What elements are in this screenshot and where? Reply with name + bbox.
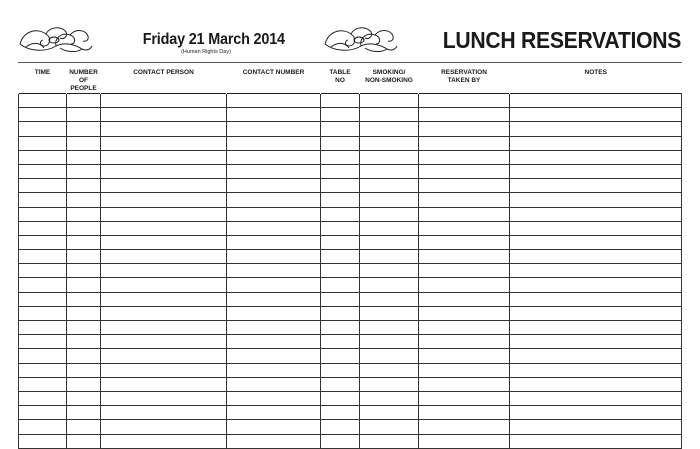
- cell-time: [19, 164, 67, 178]
- cell-number-of-people: [67, 321, 101, 335]
- cell-contact-person: [101, 363, 227, 377]
- cell-smoking: [360, 122, 419, 136]
- cell-time: [19, 235, 67, 249]
- cell-time: [19, 150, 67, 164]
- cell-time: [19, 193, 67, 207]
- cell-table-no: [321, 108, 360, 122]
- cell-smoking: [360, 420, 419, 434]
- cell-taken-by: [419, 221, 510, 235]
- cell-notes: [510, 306, 682, 320]
- cell-time: [19, 363, 67, 377]
- cell-table-no: [321, 122, 360, 136]
- cell-smoking: [360, 406, 419, 420]
- cell-contact-number: [227, 278, 321, 292]
- cell-number-of-people: [67, 420, 101, 434]
- cell-notes: [510, 221, 682, 235]
- table-row: [19, 94, 682, 108]
- cell-contact-number: [227, 193, 321, 207]
- cell-table-no: [321, 335, 360, 349]
- table-row: [19, 377, 682, 391]
- cell-smoking: [360, 363, 419, 377]
- column-header-table-no: TABLE NO: [329, 69, 351, 84]
- cell-table-no: [321, 221, 360, 235]
- cell-contact-number: [227, 221, 321, 235]
- cell-contact-person: [101, 306, 227, 320]
- cell-taken-by: [419, 207, 510, 221]
- table-row: [19, 349, 682, 363]
- cell-contact-number: [227, 292, 321, 306]
- floral-flourish-icon: [321, 22, 399, 56]
- cell-notes: [510, 193, 682, 207]
- cell-notes: [510, 434, 682, 448]
- cell-number-of-people: [67, 434, 101, 448]
- cell-notes: [510, 335, 682, 349]
- cell-table-no: [321, 164, 360, 178]
- cell-number-of-people: [67, 377, 101, 391]
- cell-contact-person: [101, 264, 227, 278]
- cell-taken-by: [419, 292, 510, 306]
- cell-number-of-people: [67, 94, 101, 108]
- cell-contact-number: [227, 321, 321, 335]
- cell-contact-number: [227, 207, 321, 221]
- cell-smoking: [360, 377, 419, 391]
- cell-contact-person: [101, 434, 227, 448]
- cell-notes: [510, 235, 682, 249]
- cell-number-of-people: [67, 363, 101, 377]
- table-header-row: [19, 67, 682, 94]
- cell-notes: [510, 406, 682, 420]
- cell-time: [19, 94, 67, 108]
- cell-taken-by: [419, 250, 510, 264]
- cell-number-of-people: [67, 179, 101, 193]
- cell-number-of-people: [67, 150, 101, 164]
- cell-number-of-people: [67, 108, 101, 122]
- cell-smoking: [360, 179, 419, 193]
- reservation-rows: [19, 94, 682, 449]
- cell-time: [19, 406, 67, 420]
- cell-number-of-people: [67, 221, 101, 235]
- table-row: [19, 193, 682, 207]
- table-row: [19, 250, 682, 264]
- cell-number-of-people: [67, 306, 101, 320]
- reservations-table: [18, 67, 682, 449]
- cell-table-no: [321, 292, 360, 306]
- cell-table-no: [321, 391, 360, 405]
- cell-table-no: [321, 420, 360, 434]
- cell-smoking: [360, 250, 419, 264]
- cell-table-no: [321, 235, 360, 249]
- cell-contact-person: [101, 335, 227, 349]
- cell-time: [19, 250, 67, 264]
- cell-smoking: [360, 391, 419, 405]
- cell-table-no: [321, 94, 360, 108]
- cell-time: [19, 179, 67, 193]
- cell-number-of-people: [67, 164, 101, 178]
- cell-number-of-people: [67, 292, 101, 306]
- table-row: [19, 420, 682, 434]
- cell-notes: [510, 207, 682, 221]
- cell-number-of-people: [67, 391, 101, 405]
- cell-contact-person: [101, 150, 227, 164]
- cell-contact-number: [227, 136, 321, 150]
- cell-contact-person: [101, 292, 227, 306]
- cell-contact-number: [227, 164, 321, 178]
- cell-contact-number: [227, 264, 321, 278]
- cell-taken-by: [419, 377, 510, 391]
- cell-table-no: [321, 434, 360, 448]
- cell-contact-number: [227, 179, 321, 193]
- cell-number-of-people: [67, 264, 101, 278]
- cell-table-no: [321, 150, 360, 164]
- cell-time: [19, 306, 67, 320]
- cell-taken-by: [419, 306, 510, 320]
- column-header-number-of-people: NUMBER OF PEOPLE: [69, 69, 98, 92]
- cell-number-of-people: [67, 193, 101, 207]
- cell-table-no: [321, 406, 360, 420]
- cell-taken-by: [419, 150, 510, 164]
- column-header-notes: NOTES: [584, 69, 607, 76]
- cell-smoking: [360, 108, 419, 122]
- cell-number-of-people: [67, 335, 101, 349]
- cell-contact-number: [227, 122, 321, 136]
- table-row: [19, 391, 682, 405]
- cell-time: [19, 221, 67, 235]
- cell-contact-person: [101, 420, 227, 434]
- cell-smoking: [360, 150, 419, 164]
- cell-notes: [510, 420, 682, 434]
- cell-time: [19, 377, 67, 391]
- cell-smoking: [360, 164, 419, 178]
- page-title: LUNCH RESERVATIONS: [442, 27, 681, 53]
- cell-contact-number: [227, 406, 321, 420]
- table-row: [19, 122, 682, 136]
- cell-notes: [510, 363, 682, 377]
- cell-smoking: [360, 94, 419, 108]
- table-row: [19, 321, 682, 335]
- cell-notes: [510, 250, 682, 264]
- cell-time: [19, 391, 67, 405]
- cell-contact-number: [227, 420, 321, 434]
- cell-contact-number: [227, 108, 321, 122]
- cell-number-of-people: [67, 278, 101, 292]
- cell-contact-person: [101, 349, 227, 363]
- table-row: [19, 363, 682, 377]
- cell-notes: [510, 321, 682, 335]
- cell-notes: [510, 278, 682, 292]
- cell-smoking: [360, 193, 419, 207]
- cell-contact-number: [227, 434, 321, 448]
- cell-time: [19, 292, 67, 306]
- cell-taken-by: [419, 164, 510, 178]
- cell-table-no: [321, 136, 360, 150]
- cell-contact-number: [227, 335, 321, 349]
- holiday-note: (Human Rights Day): [181, 49, 231, 55]
- cell-table-no: [321, 207, 360, 221]
- cell-number-of-people: [67, 122, 101, 136]
- table-row: [19, 164, 682, 178]
- cell-time: [19, 434, 67, 448]
- cell-contact-person: [101, 193, 227, 207]
- cell-number-of-people: [67, 136, 101, 150]
- cell-contact-person: [101, 406, 227, 420]
- cell-contact-number: [227, 235, 321, 249]
- cell-taken-by: [419, 434, 510, 448]
- cell-taken-by: [419, 179, 510, 193]
- cell-contact-person: [101, 235, 227, 249]
- cell-notes: [510, 136, 682, 150]
- header-divider: [18, 62, 682, 63]
- cell-contact-number: [227, 250, 321, 264]
- cell-number-of-people: [67, 207, 101, 221]
- cell-time: [19, 278, 67, 292]
- cell-taken-by: [419, 193, 510, 207]
- column-header-taken-by: RESERVATION TAKEN BY: [441, 69, 487, 84]
- cell-contact-number: [227, 377, 321, 391]
- table-row: [19, 264, 682, 278]
- cell-taken-by: [419, 391, 510, 405]
- cell-table-no: [321, 264, 360, 278]
- cell-time: [19, 136, 67, 150]
- cell-time: [19, 122, 67, 136]
- table-row: [19, 306, 682, 320]
- cell-contact-person: [101, 321, 227, 335]
- cell-contact-person: [101, 221, 227, 235]
- reservation-date: Friday 21 March 2014: [142, 31, 285, 48]
- table-row: [19, 207, 682, 221]
- cell-taken-by: [419, 406, 510, 420]
- cell-taken-by: [419, 136, 510, 150]
- cell-contact-number: [227, 94, 321, 108]
- cell-contact-number: [227, 306, 321, 320]
- table-row: [19, 150, 682, 164]
- cell-smoking: [360, 335, 419, 349]
- cell-notes: [510, 264, 682, 278]
- cell-notes: [510, 377, 682, 391]
- cell-smoking: [360, 292, 419, 306]
- cell-table-no: [321, 306, 360, 320]
- cell-taken-by: [419, 335, 510, 349]
- cell-contact-number: [227, 349, 321, 363]
- cell-smoking: [360, 306, 419, 320]
- cell-smoking: [360, 136, 419, 150]
- cell-taken-by: [419, 321, 510, 335]
- cell-smoking: [360, 434, 419, 448]
- table-row: [19, 179, 682, 193]
- cell-notes: [510, 122, 682, 136]
- table-row: [19, 434, 682, 448]
- cell-smoking: [360, 278, 419, 292]
- floral-flourish-icon: [16, 22, 94, 56]
- cell-smoking: [360, 349, 419, 363]
- cell-time: [19, 321, 67, 335]
- cell-time: [19, 420, 67, 434]
- cell-time: [19, 207, 67, 221]
- cell-contact-person: [101, 377, 227, 391]
- cell-contact-person: [101, 391, 227, 405]
- cell-taken-by: [419, 420, 510, 434]
- cell-contact-person: [101, 250, 227, 264]
- cell-taken-by: [419, 108, 510, 122]
- cell-table-no: [321, 321, 360, 335]
- cell-contact-person: [101, 179, 227, 193]
- table-row: [19, 108, 682, 122]
- table-row: [19, 292, 682, 306]
- cell-smoking: [360, 207, 419, 221]
- cell-notes: [510, 150, 682, 164]
- cell-taken-by: [419, 349, 510, 363]
- cell-smoking: [360, 321, 419, 335]
- table-row: [19, 278, 682, 292]
- table-row: [19, 235, 682, 249]
- table-row: [19, 335, 682, 349]
- column-header-smoking: SMOKING/ NON-SMOKING: [365, 69, 413, 84]
- cell-contact-person: [101, 108, 227, 122]
- cell-contact-person: [101, 122, 227, 136]
- cell-number-of-people: [67, 250, 101, 264]
- cell-contact-number: [227, 363, 321, 377]
- cell-contact-person: [101, 136, 227, 150]
- cell-smoking: [360, 235, 419, 249]
- cell-taken-by: [419, 363, 510, 377]
- cell-taken-by: [419, 235, 510, 249]
- cell-smoking: [360, 221, 419, 235]
- cell-table-no: [321, 363, 360, 377]
- date-heading: [138, 31, 285, 56]
- cell-taken-by: [419, 278, 510, 292]
- column-header-contact-person: CONTACT PERSON: [133, 69, 194, 76]
- cell-notes: [510, 179, 682, 193]
- cell-table-no: [321, 349, 360, 363]
- cell-table-no: [321, 250, 360, 264]
- cell-taken-by: [419, 264, 510, 278]
- cell-time: [19, 108, 67, 122]
- cell-notes: [510, 349, 682, 363]
- cell-contact-person: [101, 164, 227, 178]
- cell-notes: [510, 108, 682, 122]
- cell-notes: [510, 391, 682, 405]
- cell-contact-person: [101, 94, 227, 108]
- cell-time: [19, 335, 67, 349]
- cell-contact-number: [227, 391, 321, 405]
- cell-contact-person: [101, 278, 227, 292]
- cell-notes: [510, 292, 682, 306]
- cell-contact-number: [227, 150, 321, 164]
- cell-table-no: [321, 278, 360, 292]
- cell-table-no: [321, 377, 360, 391]
- cell-number-of-people: [67, 406, 101, 420]
- cell-time: [19, 264, 67, 278]
- cell-notes: [510, 164, 682, 178]
- cell-contact-person: [101, 207, 227, 221]
- cell-table-no: [321, 193, 360, 207]
- cell-table-no: [321, 179, 360, 193]
- cell-number-of-people: [67, 349, 101, 363]
- cell-time: [19, 349, 67, 363]
- cell-smoking: [360, 264, 419, 278]
- cell-taken-by: [419, 122, 510, 136]
- cell-number-of-people: [67, 235, 101, 249]
- column-header-time: TIME: [34, 69, 51, 76]
- table-row: [19, 136, 682, 150]
- table-row: [19, 221, 682, 235]
- cell-notes: [510, 94, 682, 108]
- column-header-contact-number: CONTACT NUMBER: [242, 69, 305, 76]
- cell-taken-by: [419, 94, 510, 108]
- table-row: [19, 406, 682, 420]
